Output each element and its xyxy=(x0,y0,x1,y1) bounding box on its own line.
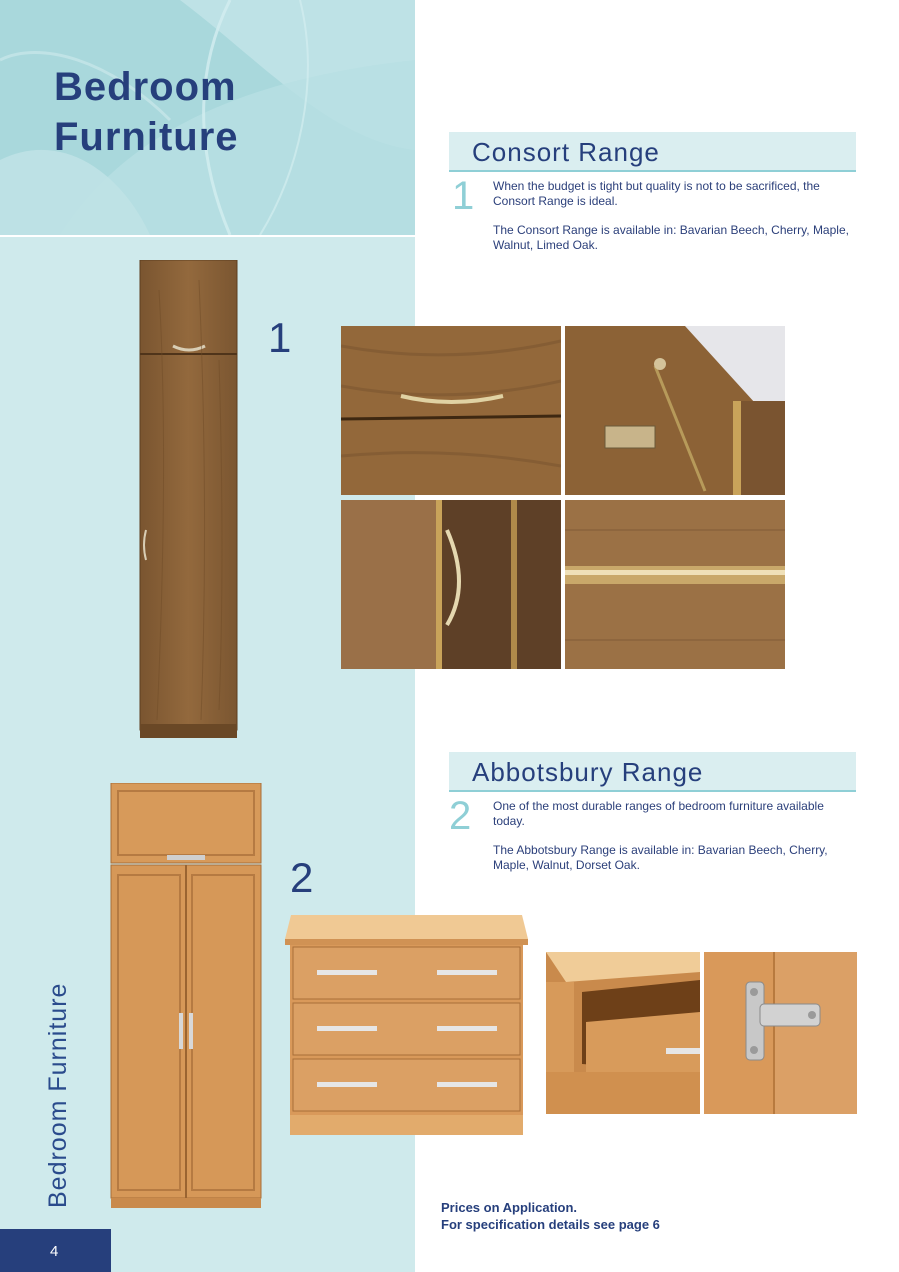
consort-detail-handle-image xyxy=(341,326,561,495)
consort-detail-door-handle-image xyxy=(341,500,561,669)
footer-spec-reference: For specification details see page 6 xyxy=(441,1217,660,1232)
abbotsbury-range-number: 2 xyxy=(449,794,472,838)
consort-description: When the budget is tight but quality is not to be sacrificed, the Consort Range is ideal. xyxy=(493,179,820,208)
abbotsbury-wardrobe-image xyxy=(110,783,262,1208)
consort-range-number: 1 xyxy=(452,174,475,218)
consort-detail-plinth-image xyxy=(565,500,785,669)
abbotsbury-range-title: Abbotsbury Range xyxy=(472,757,704,787)
abbotsbury-availability: The Abbotsbury Range is available in: Bavarian Beech, Cherry, Maple, Walnut, Dorset Oak. xyxy=(493,843,828,872)
abbotsbury-detail-drawer-image xyxy=(546,952,700,1114)
title-line-1: Bedroom xyxy=(54,65,237,109)
consort-wardrobe-image xyxy=(139,260,238,742)
consort-availability: The Consort Range is available in: Bavarian Beech, Cherry, Maple, Walnut, Limed Oak. xyxy=(493,223,849,252)
abbotsbury-chest-image xyxy=(285,915,528,1135)
page-number: 4 xyxy=(50,1243,59,1260)
consort-detail-hinge-image xyxy=(565,326,785,495)
abbotsbury-detail-hinge-image xyxy=(704,952,857,1114)
product-label-1: 1 xyxy=(268,314,292,361)
consort-range-title: Consort Range xyxy=(472,137,660,167)
product-label-2: 2 xyxy=(290,854,314,901)
abbotsbury-range-header xyxy=(449,752,856,792)
header-divider xyxy=(0,235,415,237)
page-title xyxy=(54,62,239,162)
vertical-section-label: Bedroom Furniture xyxy=(44,982,72,1208)
footer-prices: Prices on Application. xyxy=(441,1200,578,1215)
abbotsbury-description: One of the most durable ranges of bedroom furniture available today. xyxy=(493,799,824,828)
title-line-2: Furniture xyxy=(54,115,239,159)
consort-range-header xyxy=(449,132,856,172)
